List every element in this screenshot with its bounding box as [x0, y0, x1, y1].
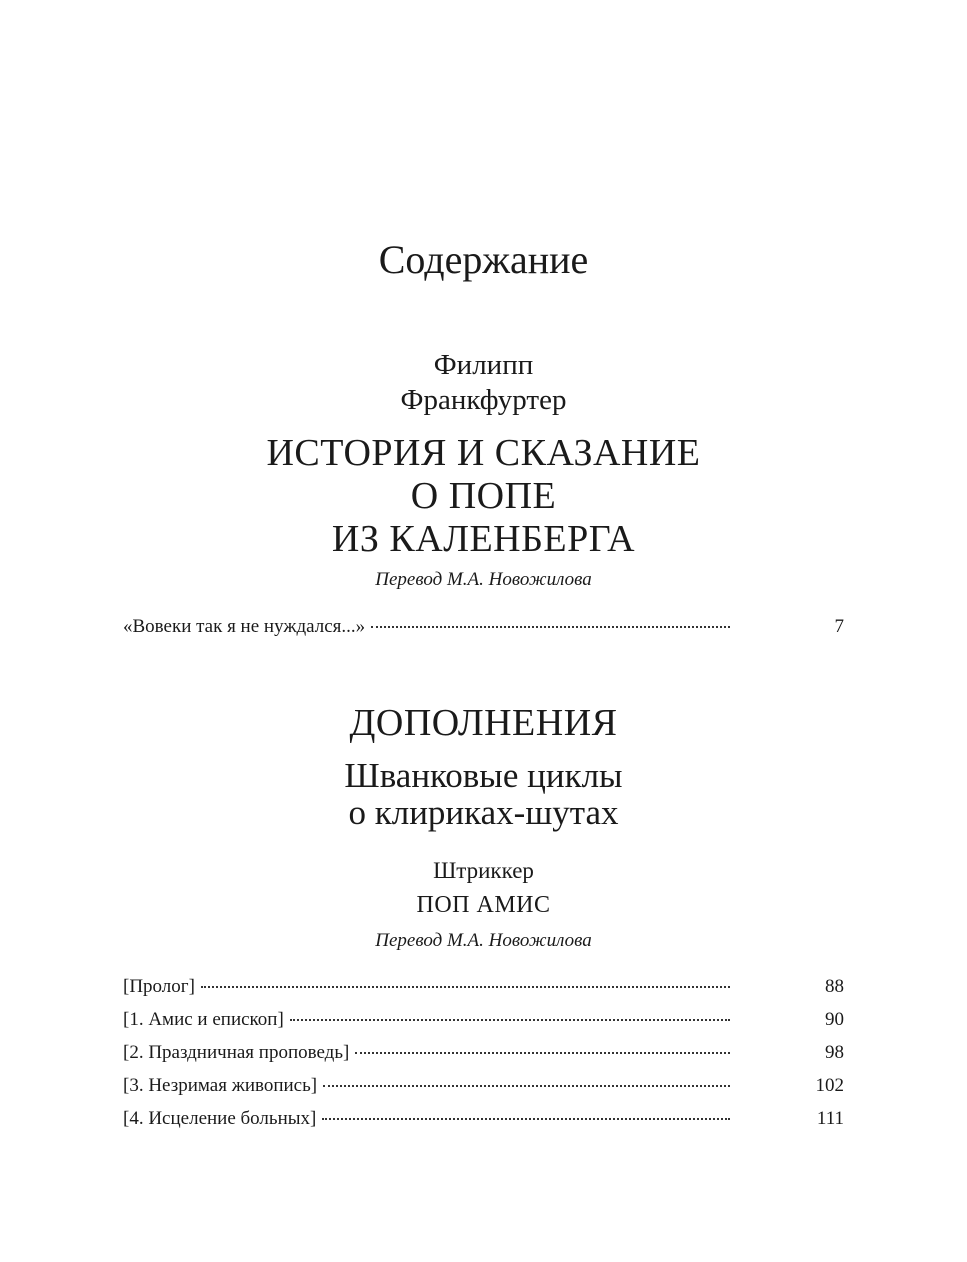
toc-leader-dots	[290, 1019, 730, 1021]
toc-leader-dots	[323, 1085, 730, 1087]
part1-toc	[123, 616, 844, 649]
part1-work-title-line-2: О ПОПЕ	[410, 475, 557, 517]
section-toc	[123, 976, 844, 1141]
toc-entry[interactable]	[123, 1009, 844, 1042]
toc-entry-label: «Вовеки так я не нуждался...»	[123, 616, 366, 637]
toc-leader-dots	[371, 626, 730, 628]
part1-translator: Перевод М.А. Новожилова	[375, 569, 592, 590]
toc-entry-page: 102	[815, 1075, 844, 1096]
toc-entry-label: [4. Исцеление больных]	[123, 1108, 317, 1129]
section-subtitle-line-1: Шванковые циклы	[344, 756, 623, 795]
toc-entry-page: 88	[825, 976, 844, 997]
section-title: ДОПОЛНЕНИЯ	[349, 702, 618, 744]
toc-entry-label: [1. Амис и епископ]	[123, 1009, 284, 1030]
toc-entry-label: [2. Праздничная проповедь]	[123, 1042, 350, 1063]
part1-work-title-line-1: ИСТОРИЯ И СКАЗАНИЕ	[266, 432, 701, 474]
toc-entry-page: 98	[825, 1042, 844, 1063]
toc-entry[interactable]	[123, 976, 844, 1009]
toc-entry[interactable]	[123, 1042, 844, 1075]
toc-entry[interactable]	[123, 616, 844, 649]
toc-entry-page: 7	[834, 616, 844, 637]
toc-entry[interactable]	[123, 1108, 844, 1141]
toc-leader-dots	[201, 986, 730, 988]
section-author: Штриккер	[433, 858, 534, 883]
page-title: Содержание	[378, 237, 589, 282]
toc-entry-page: 111	[816, 1108, 844, 1129]
toc-leader-dots	[322, 1118, 730, 1120]
section-subtitle-line-2: о клириках-шутах	[348, 793, 619, 832]
toc-entry-label: [3. Незримая живопись]	[123, 1075, 318, 1096]
part1-author-first-name: Филипп	[433, 349, 534, 381]
toc-entry[interactable]	[123, 1075, 844, 1108]
part1-author-last-name: Франкфуртер	[400, 384, 567, 416]
section-translator: Перевод М.А. Новожилова	[375, 930, 592, 951]
toc-entry-page: 90	[825, 1009, 844, 1030]
section-work-title: ПОП АМИС	[416, 892, 551, 918]
toc-leader-dots	[355, 1052, 730, 1054]
toc-entry-label: [Пролог]	[123, 976, 195, 997]
part1-work-title-line-3: ИЗ КАЛЕНБЕРГА	[331, 518, 636, 560]
